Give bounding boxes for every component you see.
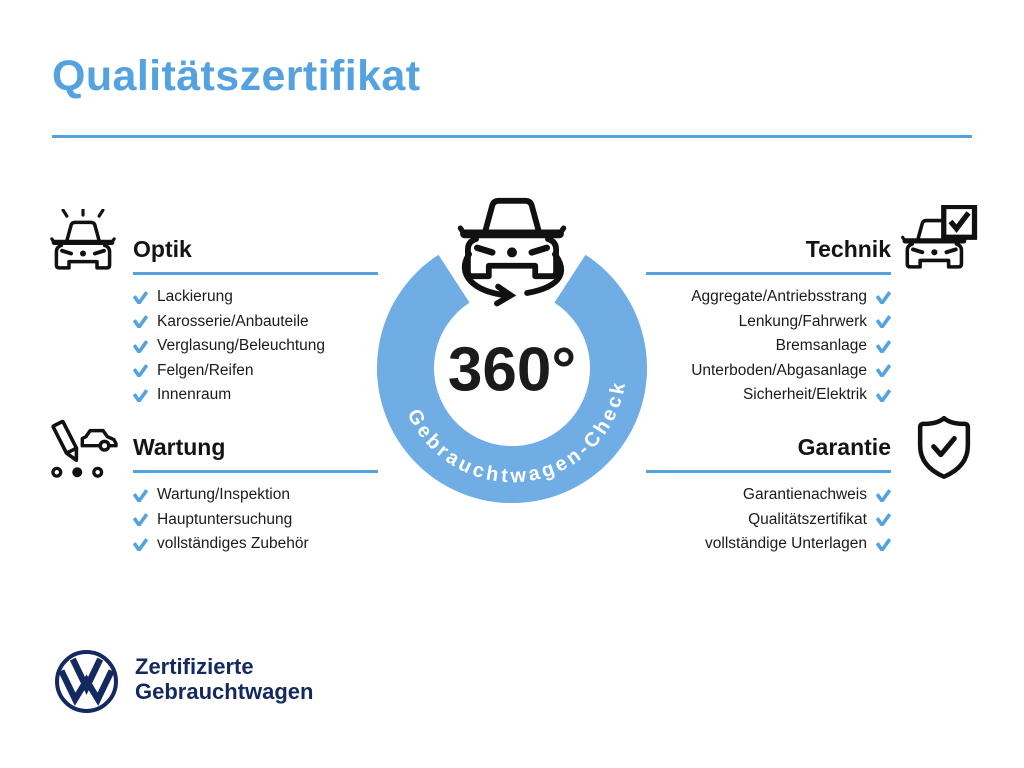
section-title: Wartung — [133, 434, 226, 460]
check-icon — [876, 291, 891, 304]
checklist-item — [646, 363, 891, 380]
checklist — [133, 289, 378, 404]
title-divider — [52, 135, 972, 138]
car-checkbox-icon — [901, 205, 979, 277]
section-divider — [133, 470, 378, 473]
checklist-item-label: Sicherheit/Elektrik — [742, 386, 867, 404]
check-icon — [133, 291, 148, 304]
section-title: Optik — [133, 236, 192, 262]
section-divider — [646, 470, 891, 473]
page-title: Qualitätszertifikat — [52, 52, 421, 100]
checklist-item-label: Felgen/Reifen — [157, 361, 254, 379]
section-divider — [646, 272, 891, 275]
car-360-rotation-icon — [460, 201, 563, 304]
checklist-item-label: Lenkung/Fahrwerk — [738, 312, 867, 330]
checklist-item — [646, 536, 891, 553]
check-icon — [133, 340, 148, 353]
check-icon — [876, 513, 891, 526]
car-shine-icon — [48, 209, 118, 275]
section-title: Garantie — [797, 434, 891, 460]
badge-360-check — [352, 180, 682, 510]
brand-claim-line1: Zertifizierte — [135, 654, 254, 679]
badge-degrees-label: 360° — [447, 335, 577, 405]
checklist — [133, 487, 378, 553]
checklist-item-label: Aggregate/Antriebsstrang — [691, 288, 867, 306]
check-icon — [876, 364, 891, 377]
checklist-item — [133, 512, 378, 529]
brand-claim-line2: Gebrauchtwagen — [135, 678, 314, 704]
check-icon — [133, 513, 148, 526]
section-wartung — [133, 434, 378, 553]
checklist-item — [133, 363, 378, 380]
check-icon — [876, 315, 891, 328]
section-optik — [133, 236, 378, 404]
checklist-item-label: vollständiges Zubehör — [157, 535, 309, 553]
checklist-item-label: Hauptuntersuchung — [157, 510, 293, 528]
checklist-item-label: Wartung/Inspektion — [157, 486, 290, 504]
checklist-item — [133, 338, 378, 355]
checklist-item-label: vollständige Unterlagen — [705, 535, 867, 553]
checklist-item-label: Unterboden/Abgasanlage — [691, 361, 867, 379]
check-icon — [133, 315, 148, 328]
brand-claim — [135, 655, 313, 704]
checklist-item-label: Garantienachweis — [742, 486, 867, 504]
checklist-item — [646, 512, 891, 529]
checklist-item-label: Innenraum — [157, 386, 232, 404]
section-title: Technik — [805, 236, 891, 262]
checklist-item — [646, 487, 891, 504]
checklist-item-label: Verglasung/Beleuchtung — [157, 337, 326, 355]
checklist-item-label: Karosserie/Anbauteile — [157, 312, 309, 330]
shield-check-icon — [917, 415, 971, 480]
checklist-item-label: Qualitätszertifikat — [748, 510, 867, 528]
checklist-item — [133, 289, 378, 306]
pencil-car-icon — [47, 417, 119, 483]
check-icon — [133, 489, 148, 502]
checklist — [646, 487, 891, 553]
section-technik — [646, 236, 891, 404]
check-icon — [876, 538, 891, 551]
checklist-item — [646, 289, 891, 306]
checklist-item — [133, 387, 378, 404]
checklist-item — [133, 536, 378, 553]
check-icon — [876, 489, 891, 502]
checklist-item — [133, 314, 378, 331]
check-icon — [133, 538, 148, 551]
check-icon — [133, 389, 148, 402]
check-icon — [876, 340, 891, 353]
checklist-item — [646, 387, 891, 404]
vw-logo — [53, 648, 120, 715]
check-icon — [133, 364, 148, 377]
section-divider — [133, 272, 378, 275]
badge-ring-label: Gebrauchtwagen-Check — [402, 377, 631, 488]
checklist-item-label: Lackierung — [157, 288, 233, 306]
checklist — [646, 289, 891, 404]
checklist-item — [646, 338, 891, 355]
checklist-item-label: Bremsanlage — [775, 337, 867, 355]
checklist-item — [133, 487, 378, 504]
section-garantie — [646, 434, 891, 553]
checklist-item — [646, 314, 891, 331]
check-icon — [876, 389, 891, 402]
